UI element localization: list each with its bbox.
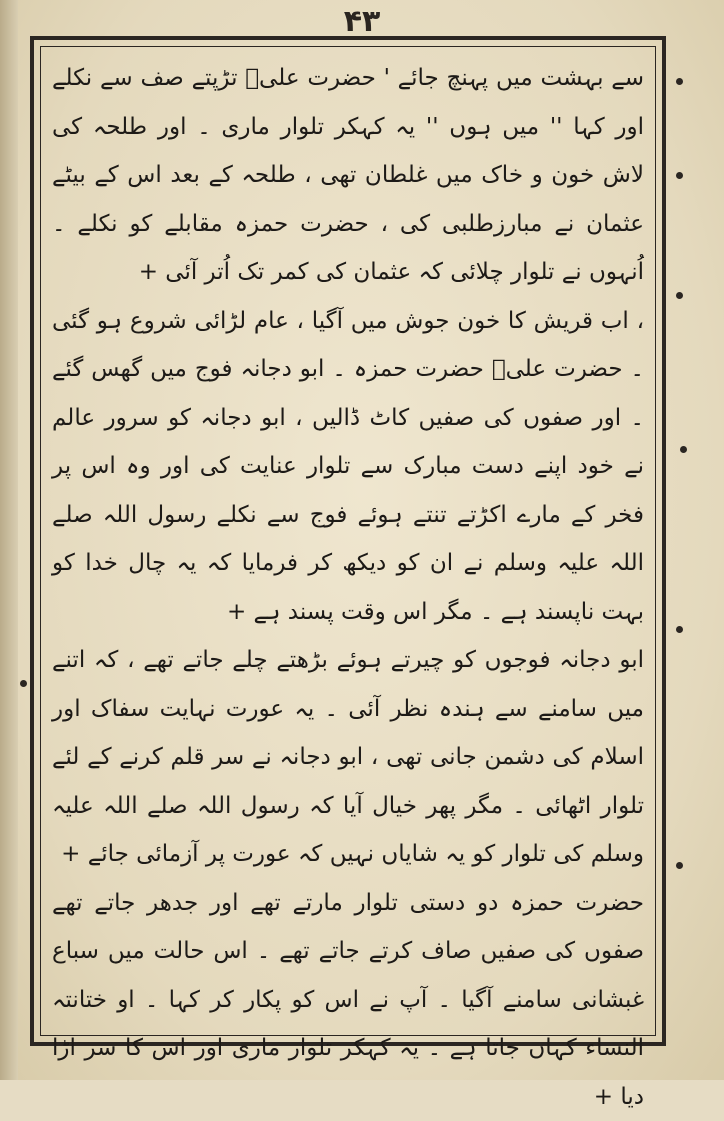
page-spine-shadow: [0, 0, 18, 1080]
paragraph-2: ، اب قریش کا خون جوش میں آگیا ، عام لڑائی شروع ہو گئی ۔ حضرت علیؓ حضرت حمزہ ۔ ابو دجانہ فوج میں گھس گئے ۔ اور صفوں کی صفیں کاٹ ڈالیں ، ابو دجانہ کو سرور عالم نے خود اپنے دست مبارک سے تلوار عنایت کی اور وہ اس پر فخر کے مارے اکڑتے تنتے ہوئے فوج سے نکلے رسول اللہ صلے اللہ علیہ وسلم نے ان کو دیکھ کر فرمایا کہ یہ چال خدا کو بہت ناپسند ہے ۔ مگر اس وقت پسند ہے +: [52, 297, 644, 637]
margin-dot: [20, 680, 27, 687]
paragraph-1: سے بہشت میں پہنچ جائے ' حضرت علیؓ تڑپتے صف سے نکلے اور کہا '' میں ہوں '' یہ کہکر تلوار ماری ۔ اور طلحہ کی لاش خون و خاک میں غلطان تھی ، طلحہ کے بعد اس کے بیٹے عثمان نے مبارزطلبی کی ، حضرت حمزہ مقابلے کو نکلے ۔ اُنہوں نے تلوار چلائی کہ عثمان کی کمر تک اُتر آئی +: [52, 54, 644, 297]
paragraph-3: ابو دجانہ فوجوں کو چیرتے ہوئے بڑھتے چلے جاتے تھے ، کہ اتنے میں سامنے سے ہندہ نظر آئی ۔ یہ عورت نہایت سفاک اور اسلام کی دشمن جانی تھی ، ابو دجانہ نے سر قلم کرنے کے لئے تلوار اٹھائی ۔ مگر پھر خیال آیا کہ رسول اللہ صلے اللہ علیہ وسلم کی تلوار کو یہ شایاں نہیں کہ عورت پر آزمائی جائے +: [52, 636, 644, 879]
paragraph-4: حضرت حمزہ دو دستی تلوار مارتے تھے اور جدھر جاتے تھے صفوں کی صفیں صاف کرتے جاتے تھے ۔ اس حالت میں سباع غبشانی سامنے آگیا ۔ آپ نے اس کو پکار کر کہا ۔ او ختانتہ النساء کہاں جاتا ہے ۔ یہ کہکر تلوار ماری اور اس کا سر اڑا دیا +: [52, 879, 644, 1121]
margin-dot: [680, 446, 687, 453]
margin-dot: [676, 292, 683, 299]
margin-dot: [676, 626, 683, 633]
margin-dot: [676, 78, 683, 85]
page-number: ۴۳: [312, 4, 412, 39]
margin-dot: [676, 172, 683, 179]
page-text: [52, 54, 644, 1024]
margin-dot: [676, 862, 683, 869]
